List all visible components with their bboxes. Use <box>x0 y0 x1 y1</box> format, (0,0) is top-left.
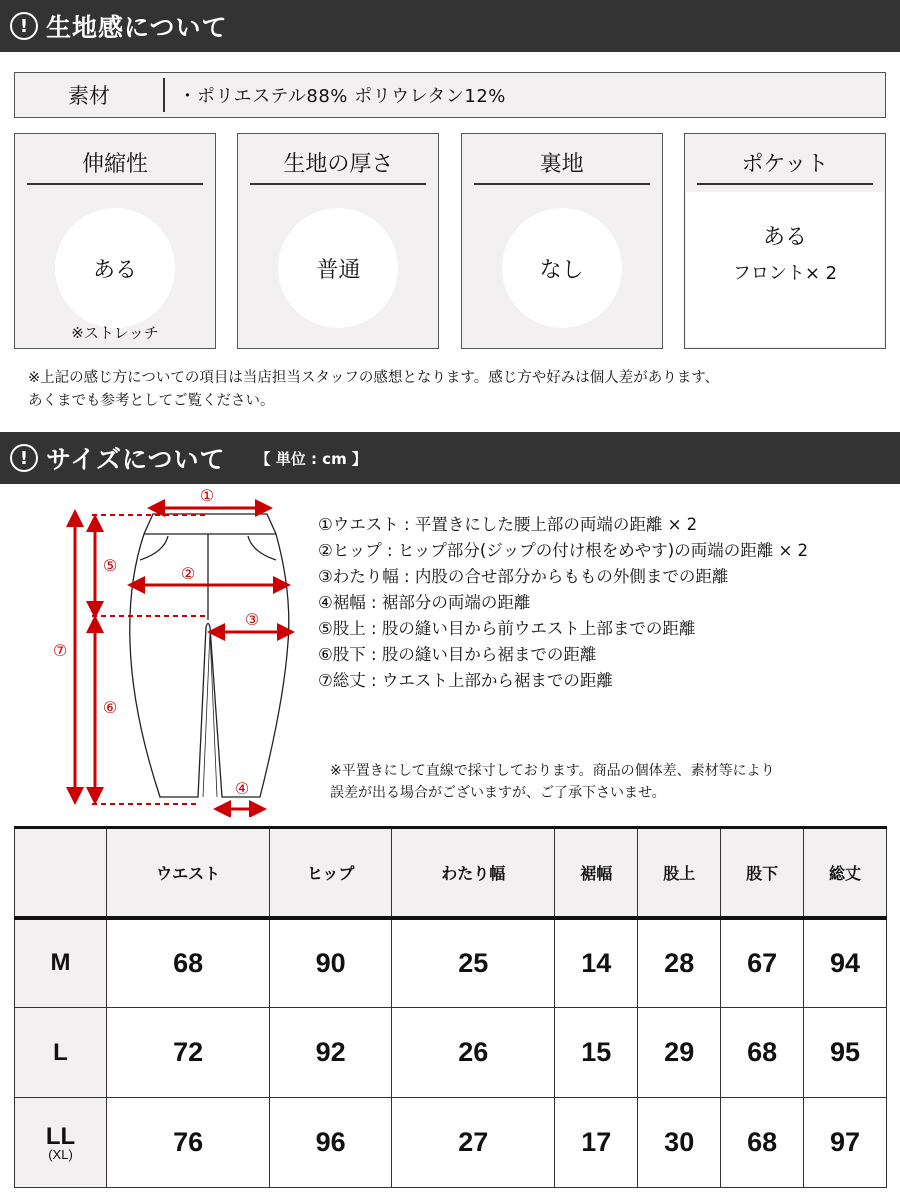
value-cell: 30 <box>638 1098 721 1188</box>
section-title: 生地感について <box>46 13 228 42</box>
card-detail: フロント× 2 <box>732 263 838 284</box>
value-cell: 96 <box>270 1098 392 1188</box>
value-cell: 97 <box>804 1098 887 1188</box>
note-line: ※平置きにして直線で採寸しております。商品の個体差、素材等により <box>330 763 775 779</box>
label-2: ② <box>180 564 196 583</box>
pants-measurement-diagram <box>40 482 310 817</box>
card-title: 生地の厚さ <box>283 152 394 177</box>
value-cell: 68 <box>107 918 270 1008</box>
value-cell: 90 <box>270 918 392 1008</box>
measurement-legend <box>318 512 808 694</box>
card-value: 普通 <box>278 208 398 328</box>
exclamation-circle-icon: ! <box>10 444 38 472</box>
size-cell <box>15 1098 107 1188</box>
unit-label: 【 単位 : cm 】 <box>255 449 367 468</box>
divider <box>250 183 426 185</box>
value-cell: 29 <box>638 1008 721 1098</box>
value-cell: 28 <box>638 918 721 1008</box>
size-label: LL <box>45 1122 76 1150</box>
header-cell: わたり幅 <box>392 828 555 918</box>
card-value: なし <box>502 208 622 328</box>
divider <box>27 183 203 185</box>
fabric-section-header <box>0 0 900 52</box>
label-4: ④ <box>234 779 250 798</box>
pants-outline-icon <box>130 514 289 797</box>
size-label: M <box>50 949 71 977</box>
legend-item: ③わたり幅 : 内股の合せ部分からももの外側までの距離 <box>318 567 729 586</box>
value-cell: 67 <box>721 918 804 1008</box>
card-stretch <box>14 133 216 349</box>
card-pocket <box>684 133 886 349</box>
table-row <box>15 1098 887 1188</box>
card-title: 伸縮性 <box>81 152 148 177</box>
header-cell: 裾幅 <box>555 828 638 918</box>
value-cell: 72 <box>107 1008 270 1098</box>
card-lining <box>461 133 663 349</box>
value-cell: 68 <box>721 1008 804 1098</box>
legend-item: ②ヒップ : ヒップ部分(ジップの付け根をめやす)の両端の距離 × 2 <box>318 541 809 560</box>
legend-item: ①ウエスト : 平置きにした腰上部の両端の距離 × 2 <box>318 515 698 534</box>
disclaimer-line: ※上記の感じ方についての項目は当店担当スタッフの感想となります。感じ方や好みは個人差があります、 <box>28 370 720 386</box>
card-title: 裏地 <box>539 152 584 177</box>
table-header-row <box>15 828 887 918</box>
size-cell <box>15 918 107 1008</box>
value-cell: 92 <box>270 1008 392 1098</box>
size-label: L <box>53 1038 68 1066</box>
size-sublabel: (XL) <box>48 1146 73 1162</box>
divider <box>474 183 650 185</box>
material-value: ・ポリエステル88% ポリウレタン12% <box>178 86 506 107</box>
value-cell: 27 <box>392 1098 555 1188</box>
header-cell <box>15 828 107 918</box>
card-title: ポケット <box>741 152 829 177</box>
header-cell: ウエスト <box>107 828 270 918</box>
header-cell: 股下 <box>721 828 804 918</box>
value-cell: 68 <box>721 1098 804 1188</box>
label-3: ③ <box>244 610 260 629</box>
value-cell: 94 <box>804 918 887 1008</box>
header-cell: ヒップ <box>270 828 392 918</box>
card-value: ある <box>55 208 175 328</box>
label-7: ⑦ <box>52 641 68 660</box>
material-label: 素材 <box>68 84 110 108</box>
value-cell: 95 <box>804 1008 887 1098</box>
note-line: 誤差が出る場合がございますが、ご了承下さいませ。 <box>330 785 666 801</box>
card-note: ※ストレッチ <box>71 324 159 342</box>
table-row <box>15 918 887 1008</box>
card-body <box>686 192 884 347</box>
value-cell: 26 <box>392 1008 555 1098</box>
value-cell: 14 <box>555 918 638 1008</box>
card-thickness <box>237 133 439 349</box>
legend-item: ④裾幅 : 裾部分の両端の距離 <box>318 593 531 612</box>
measurement-note <box>330 760 775 804</box>
divider <box>697 183 873 185</box>
section-title: サイズについて <box>46 445 226 474</box>
label-1: ① <box>199 486 215 505</box>
size-section-header <box>0 432 900 484</box>
header-cell: 股上 <box>638 828 721 918</box>
material-row <box>14 72 886 118</box>
value-cell: 76 <box>107 1098 270 1188</box>
label-6: ⑥ <box>102 698 118 717</box>
size-table <box>14 826 887 1188</box>
value-cell: 25 <box>392 918 555 1008</box>
header-cell: 総丈 <box>804 828 887 918</box>
label-5: ⑤ <box>102 556 118 575</box>
size-cell <box>15 1008 107 1098</box>
legend-item: ⑦総丈 : ウエスト上部から裾までの距離 <box>318 671 613 690</box>
exclamation-circle-icon: ! <box>10 12 38 40</box>
value-cell: 17 <box>555 1098 638 1188</box>
legend-item: ⑤股上 : 股の縫い目から前ウエスト上部までの距離 <box>318 619 696 638</box>
card-value: ある <box>762 225 807 250</box>
disclaimer-line: あくまでも参考としてご覧ください。 <box>28 393 275 409</box>
table-row <box>15 1008 887 1098</box>
fabric-cards <box>14 133 886 349</box>
value-cell: 15 <box>555 1008 638 1098</box>
disclaimer <box>28 367 719 413</box>
legend-item: ⑥股下 : 股の縫い目から裾までの距離 <box>318 645 597 664</box>
